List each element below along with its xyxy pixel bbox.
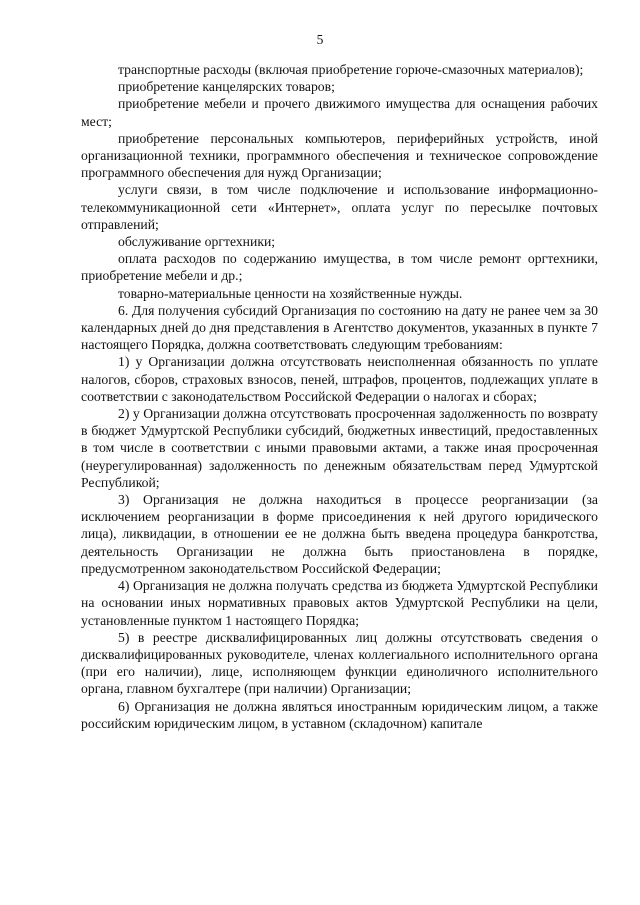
paragraph-furniture: приобретение мебели и прочего движимого имущества для оснащения рабочих мест; <box>81 96 598 129</box>
paragraph-office-equipment-service: обслуживание оргтехники; <box>118 234 276 250</box>
paragraph-household-supplies: товарно-материальные ценности на хозяйственные нужды. <box>118 285 463 301</box>
paragraph-requirement-3: 3) Организация не должна находиться в процессе реорганизации (за исключением реорганизации в форме присоединения к ней другого юридического лица), ликвидации, в отношении ее не должна быть введена процедура банкротства, деятельность Организации не должна быть приостановлена в порядке, предусмотренном законодательством Российской Федерации; <box>81 492 598 576</box>
paragraph-property-maintenance: оплата расходов по содержанию имущества, в том числе ремонт оргтехники, приобретение мебели и др.; <box>81 251 598 284</box>
paragraph-office-supplies: приобретение канцелярских товаров; <box>118 79 335 95</box>
paragraph-requirement-1: 1) у Организации должна отсутствовать неисполненная обязанность по уплате налогов, сборов, страховых взносов, пеней, штрафов, процентов, подлежащих уплате в соответствии с законодательством Российской Федерации о налогах и сборах; <box>81 354 598 404</box>
paragraph-section-6: 6. Для получения субсидий Организация по состоянию на дату не ранее чем за 30 календарных дней до дня представления в Агентство документов, указанных в пункте 7 настоящего Порядка, должна соответствовать следующим требованиям: <box>81 302 598 353</box>
page-number: 5 <box>316 32 324 47</box>
paragraph-requirement-2: 2) у Организации должна отсутствовать просроченная задолженность по возврату в бюджет Удмуртской Республики субсидий, бюджетных инвестиций, предоставленных в том числе в соответствии с иными правовыми актами, а также иная просроченная (неурегулированная) задолженность по денежным обязательствам перед Удмуртской Республикой; <box>81 406 598 490</box>
paragraph-requirement-6: 6) Организация не должна являться иностранным юридическим лицом, а также российским юридическим лицом, в уставном (складочном) капитале <box>81 698 598 731</box>
document-body <box>81 61 598 732</box>
paragraph-requirement-5: 5) в реестре дисквалифицированных лиц должны отсутствовать сведения о дисквалифицированных руководителе, членах коллегиального исполнительного органа (при его наличии), лице, исполняющем функции единоличного исполнительного органа, главном бухгалтере (при наличии) Организации; <box>81 629 598 697</box>
paragraph-requirement-4: 4) Организация не должна получать средства из бюджета Удмуртской Республики на основании иных нормативных правовых актов Удмуртской Республики на цели, установленные пунктом 1 настоящего Порядка; <box>81 578 598 628</box>
paragraph-communication-services: услуги связи, в том числе подключение и использование информационно-телекоммуникационной сети «Интернет», оплата услуг по пересылке почтовых отправлений; <box>81 182 598 232</box>
paragraph-transport-expenses: транспортные расходы (включая приобретение горюче-смазочных материалов); <box>118 62 584 77</box>
paragraph-computers: приобретение персональных компьютеров, периферийных устройств, иной организационной техники, программного обеспечения и техническое сопровождение программного обеспечения для нужд Организации; <box>81 130 598 181</box>
